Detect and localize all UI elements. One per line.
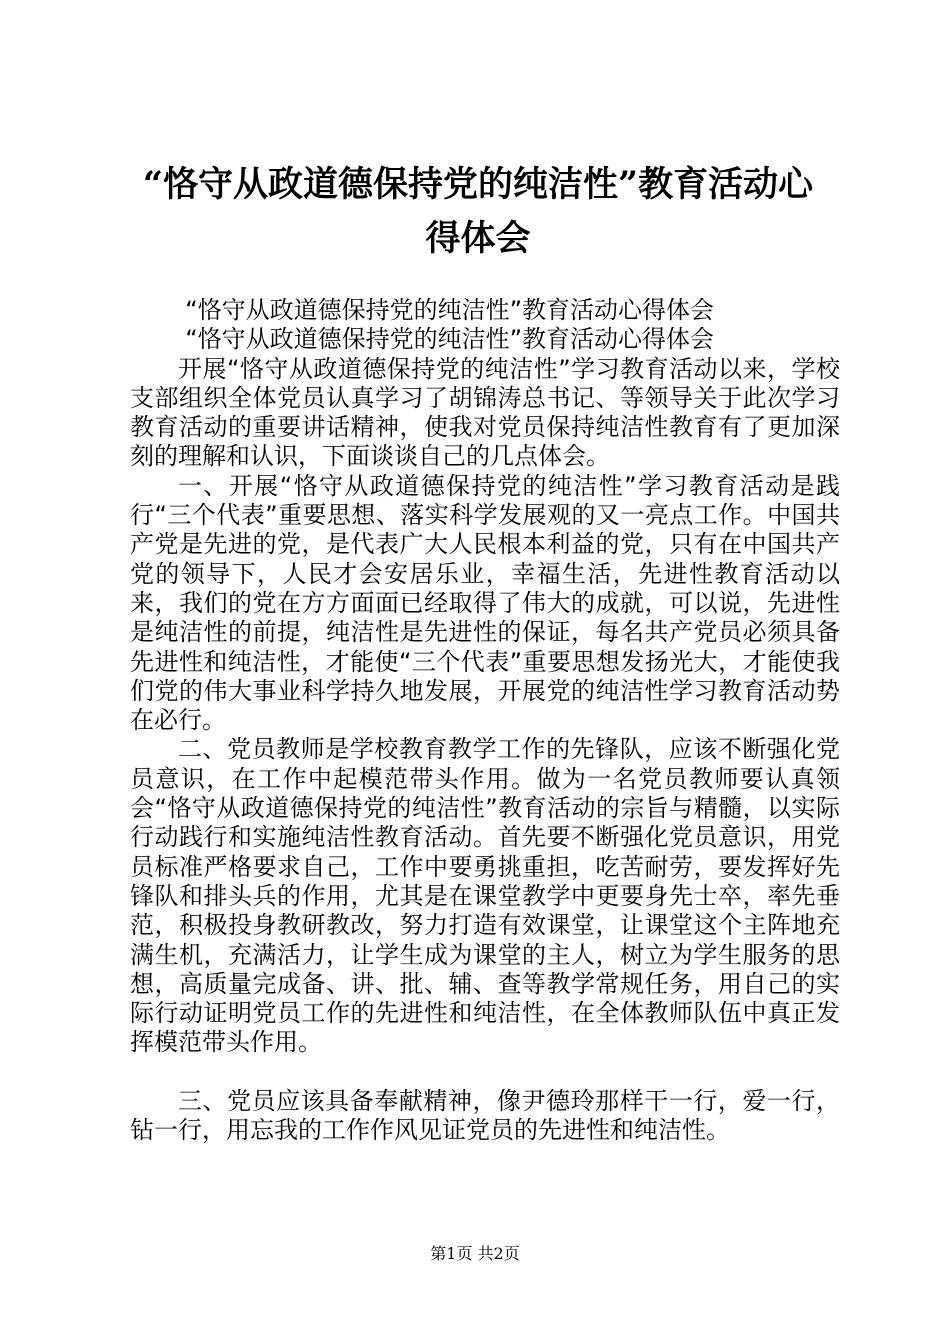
point-one-paragraph: 一、开展“恪守从政道德保持党的纯洁性”学习教育活动是践行“三个代表”重要思想、落实科学发展观的又一亮点工作。中国共产党是先进的党，是代表广大人民根本利益的党，只有在中国共产党的领导下，人民才会安居乐业，幸福生活，先进性教育活动以来，我们的党在方方面面已经取得了伟大的成就，可以说，先进性是纯洁性的前提，纯洁性是先进性的保证，每名共产党员必须具备先进性和纯洁性，才能使“三个代表”重要思想发扬光大，才能使我们党的伟大事业科学持久地发展，开展党的纯洁性学习教育活动势在必行。 bbox=[130, 471, 840, 735]
document-body bbox=[130, 296, 840, 1145]
subtitle-paragraph: “恪守从政道德保持党的纯洁性”教育活动心得体会 bbox=[185, 296, 715, 324]
page-total: 共2页 bbox=[477, 1244, 520, 1263]
point-two-paragraph: 二、党员教师是学校教育教学工作的先锋队，应该不断强化党员意识，在工作中起模范带头作用。做为一名党员教师要认真领会“恪守从政道德保持党的纯洁性”教育活动的宗旨与精髓，以实际行动践行和实施纯洁性教育活动。首先要不断强化党员意识，用党员标准严格要求自己，工作中要勇挑重担，吃苦耐劳，要发挥好先锋队和排头兵的作用，尤其是在课堂教学中更要身先士卒，率先垂范，积极投身教研教改，努力打造有效课堂，让课堂这个主阵地充满生机，充满活力，让学生成为课堂的主人，树立为学生服务的思想，高质量完成备、讲、批、辅、查等教学常规任务，用自己的实际行动证明党员工作的先进性和纯洁性，在全体教师队伍中真正发挥模范带头作用。 bbox=[130, 735, 840, 1057]
page-number: 第1页 bbox=[430, 1244, 473, 1263]
title-line-2: 得体会 bbox=[425, 218, 531, 259]
page-footer bbox=[0, 1244, 950, 1264]
intro-paragraph: 开展“恪守从政道德保持党的纯洁性”学习教育活动以来，学校支部组织全体党员认真学习了胡锦涛总书记、等领导关于此次学习教育活动的重要讲话精神，使我对党员保持纯洁性教育有了更加深刻的理解和认识，下面谈谈自己的几点体会。 bbox=[130, 354, 840, 471]
document-title bbox=[120, 158, 836, 266]
point-three-paragraph: 三、党员应该具备奉献精神，像尹德玲那样干一行，爱一行，钻一行，用忘我的工作作风见证党员的先进性和纯洁性。 bbox=[130, 1086, 840, 1145]
subtitle-paragraph: “恪守从政道德保持党的纯洁性”教育活动心得体会 bbox=[185, 325, 715, 354]
title-line-1: “恪守从政道德保持党的纯洁性”教育活动心 bbox=[142, 164, 814, 205]
